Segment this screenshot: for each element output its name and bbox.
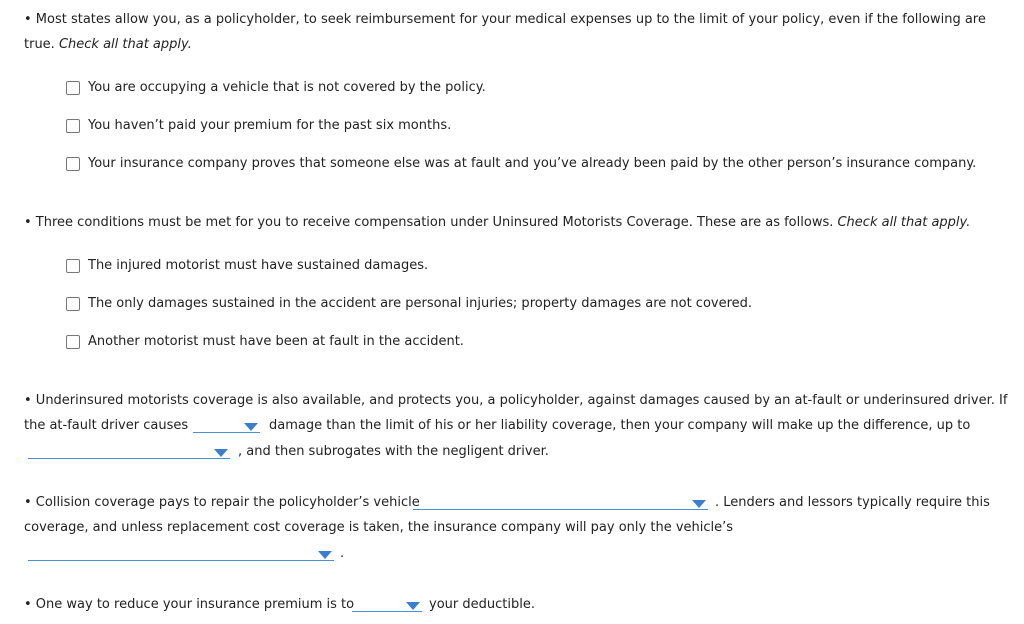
chevron-down-icon [214, 449, 228, 457]
q4-dropdown-1[interactable] [413, 495, 708, 510]
checkbox[interactable] [66, 335, 80, 349]
q4-dropdown-2[interactable] [28, 546, 334, 561]
q2-prompt-text: • Three conditions must be met for you to receive compensation under Uninsured Motorists Coverage. These are as follows. [24, 215, 838, 230]
q1-prompt-line1: • Most states allow you, as a policyholder, to seek reimbursement for your medical expenses up to the limit of your policy, even if the following are [24, 12, 986, 27]
q4-prompt-line3: . [340, 546, 345, 561]
q1-option-1-label: You are occupying a vehicle that is not covered by the policy. [88, 80, 486, 95]
q3-prompt-line2a: the at-fault driver causes [24, 418, 189, 433]
q4-prompt-line2: coverage, and unless replacement cost coverage is taken, the insurance company will pay only the vehicle’s [24, 520, 734, 535]
q2-prompt [24, 215, 970, 231]
chevron-down-icon [244, 423, 258, 431]
q2-option-1-label: The injured motorist must have sustained damages. [88, 258, 429, 273]
q2-option-2-label: The only damages sustained in the accident are personal injuries; property damages are not covered. [88, 296, 753, 311]
q2-option-3-label: Another motorist must have been at fault in the accident. [88, 334, 464, 349]
checkbox[interactable] [66, 157, 80, 171]
q5-prompt-b: your deductible. [429, 597, 535, 612]
q3-prompt-line1: • Underinsured motorists coverage is also available, and protects you, a policyholder, against damages caused by an at-fault or underinsured driver. If [24, 393, 1008, 408]
checkbox[interactable] [66, 297, 80, 311]
q4-prompt-line1a: • Collision coverage pays to repair the policyholder’s vehicle [24, 495, 420, 510]
chevron-down-icon [692, 500, 706, 508]
q3-dropdown-2[interactable] [28, 444, 230, 459]
q3-prompt-line3: , and then subrogates with the negligent driver. [238, 444, 549, 459]
checkbox[interactable] [66, 81, 80, 95]
q4-prompt-line1b: . Lenders and lessors typically require this [715, 495, 990, 510]
q5-prompt-a: • One way to reduce your insurance premium is to [24, 597, 355, 612]
checkbox[interactable] [66, 259, 80, 273]
q1-option-3-label: Your insurance company proves that someone else was at fault and you’ve already been paid by the other person’s insurance company. [88, 156, 977, 171]
chevron-down-icon [406, 602, 420, 610]
chevron-down-icon [318, 551, 332, 559]
q1-instruction: Check all that apply. [58, 37, 192, 52]
checkbox[interactable] [66, 119, 80, 133]
q3-dropdown-1[interactable] [193, 418, 260, 433]
q2-instruction: Check all that apply. [837, 215, 971, 230]
q1-prompt-text: true. [24, 37, 59, 52]
q1-option-2-label: You haven’t paid your premium for the past six months. [88, 118, 452, 133]
q3-prompt-line2b: damage than the limit of his or her liability coverage, then your company will make up the difference, up to [269, 418, 971, 433]
q1-prompt-line2 [24, 37, 192, 53]
q5-dropdown[interactable] [352, 597, 422, 612]
